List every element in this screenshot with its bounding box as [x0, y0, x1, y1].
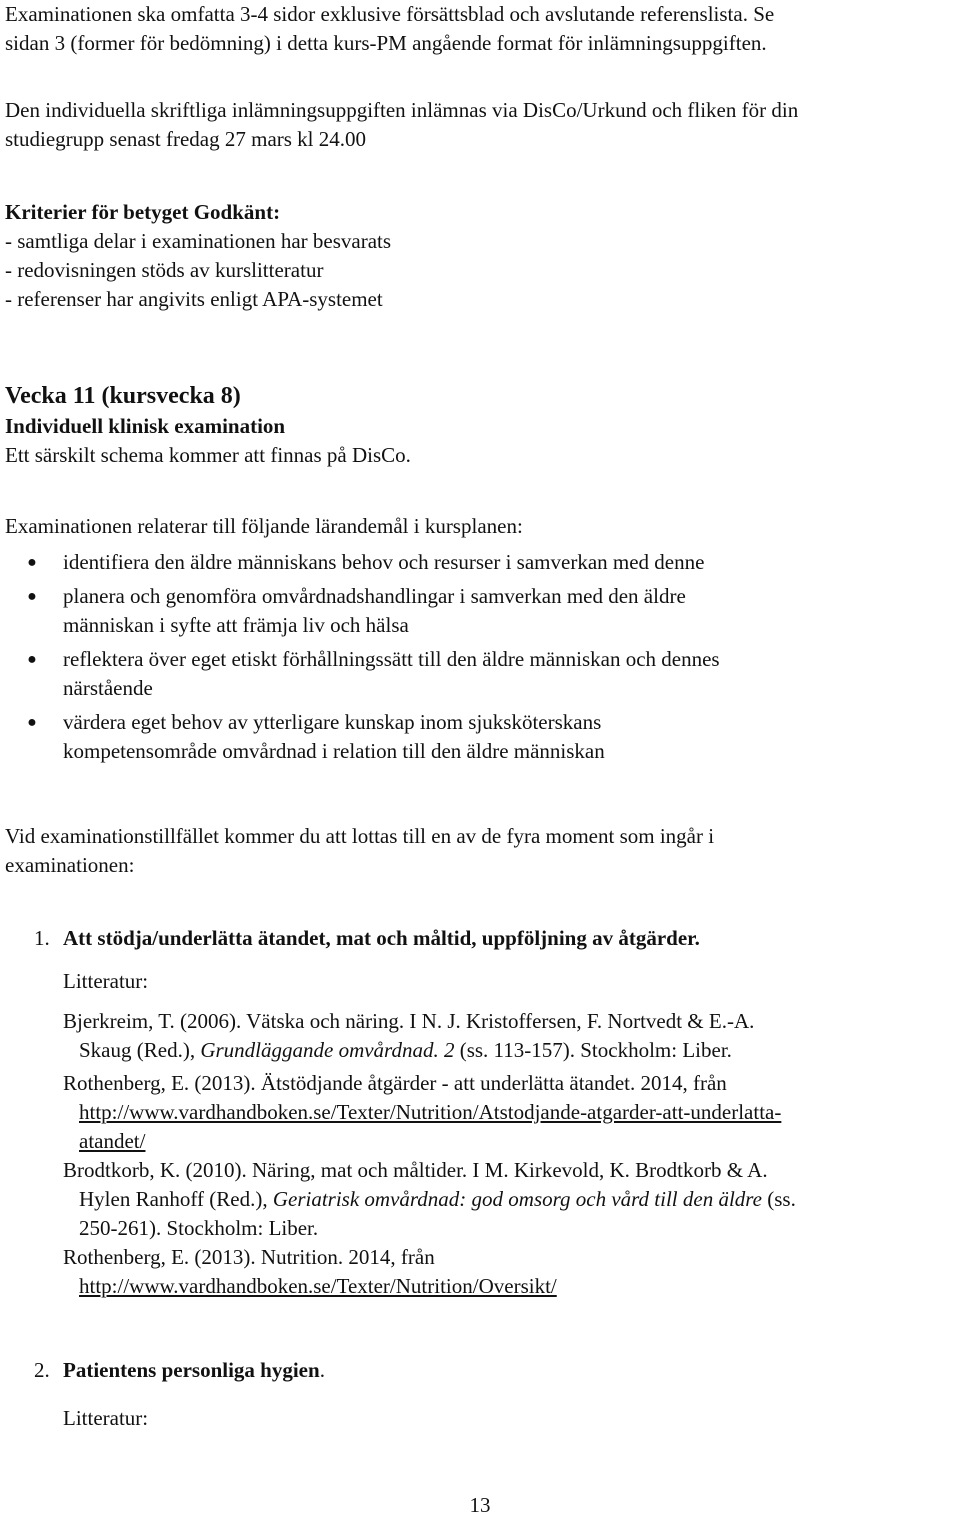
- goal-line: planera och genomföra omvårdnadshandlingar i samverkan med den äldre: [63, 584, 686, 608]
- moment-number: 2.: [34, 1358, 50, 1382]
- moment-title: Att stödja/underlätta ätandet, mat och måltid, uppföljning av åtgärder.: [63, 926, 700, 950]
- bullet-icon: ●: [27, 588, 37, 605]
- week-subtitle: Individuell klinisk examination: [5, 414, 286, 438]
- criteria-item: - samtliga delar i examinationen har besvarats: [5, 229, 392, 253]
- reference-rothenberg-1: [63, 1069, 960, 1156]
- lottery-paragraph: [5, 822, 955, 880]
- list-item: [22, 582, 952, 640]
- ref-title: Geriatrisk omvårdnad: god omsorg och vård till den äldre: [272, 1187, 763, 1211]
- week-note: Ett särskilt schema kommer att finnas på DisCo.: [5, 443, 411, 467]
- literature-label: Litteratur:: [63, 969, 149, 993]
- ref-text: Skaug (Red.),: [79, 1038, 201, 1062]
- intro-p1-line1: Examinationen ska omfatta 3-4 sidor exklusive försättsblad och avslutande referenslista. Se: [5, 2, 775, 26]
- ref-text: 250-261). Stockholm: Liber.: [79, 1216, 319, 1240]
- moment-title-period: .: [319, 1358, 325, 1382]
- goal-line: värdera eget behov av ytterligare kunskap inom sjuksköterskans: [63, 710, 602, 734]
- goals-intro: [5, 512, 955, 541]
- reference-link[interactable]: http://www.vardhandboken.se/Texter/Nutrition/Atstodjande-atgarder-att-underlatta-: [79, 1100, 782, 1124]
- week-title: Vecka 11 (kursvecka 8): [5, 383, 241, 409]
- goal-line: kompetensområde omvårdnad i relation till den äldre människan: [63, 739, 605, 763]
- intro-p2-line1: Den individuella skriftliga inlämningsuppgiften inlämnas via DisCo/Urkund och fliken för din: [5, 98, 799, 122]
- bullet-icon: ●: [27, 554, 37, 571]
- reference-link[interactable]: atandet/: [79, 1129, 146, 1153]
- goals-intro-text: Examinationen relaterar till följande lärandemål i kursplanen:: [5, 514, 523, 538]
- criteria-item: - redovisningen stöds av kurslitteratur: [5, 258, 324, 282]
- bullet-icon: ●: [27, 714, 37, 731]
- ref-text: (ss.: [762, 1187, 796, 1211]
- list-item: [22, 548, 952, 577]
- criteria-heading: Kriterier för betyget Godkänt:: [5, 200, 281, 224]
- goal-line: identifiera den äldre människans behov och resurser i samverkan med denne: [63, 550, 705, 574]
- goals-list: [22, 548, 952, 766]
- ref-title: Grundläggande omvårdnad. 2: [200, 1038, 455, 1062]
- intro-paragraph-1: [5, 0, 955, 58]
- reference-bjerkreim: [63, 1007, 960, 1065]
- intro-p1-line2: sidan 3 (former för bedömning) i detta kurs-PM angående format för inlämningsuppgiften.: [5, 31, 767, 55]
- bullet-icon: ●: [27, 651, 37, 668]
- literature-label: Litteratur:: [63, 1406, 149, 1430]
- ref-text: (ss. 113-157). Stockholm: Liber.: [454, 1038, 732, 1062]
- goal-line: människan i syfte att främja liv och hälsa: [63, 613, 409, 637]
- goal-line: närstående: [63, 676, 153, 700]
- ref-text: Rothenberg, E. (2013). Ätstödjande åtgärder - att underlätta ätandet. 2014, från: [63, 1071, 727, 1095]
- ref-text: Bjerkreim, T. (2006). Vätska och näring. I N. J. Kristoffersen, F. Nortvedt & E.-A.: [63, 1009, 755, 1033]
- ref-text: Rothenberg, E. (2013). Nutrition. 2014, från: [63, 1245, 435, 1269]
- reference-link[interactable]: http://www.vardhandboken.se/Texter/Nutrition/Oversikt/: [79, 1274, 557, 1298]
- reference-brodtkorb: [63, 1156, 960, 1243]
- page-number: 13: [469, 1493, 491, 1517]
- goal-line: reflektera över eget etiskt förhållningssätt till den äldre människan och dennes: [63, 647, 720, 671]
- moment-title: [63, 1356, 325, 1385]
- lottery-line1: Vid examinationstillfället kommer du att lottas till en av de fyra moment som ingår i: [5, 824, 715, 848]
- criteria-item: - referenser har angivits enligt APA-systemet: [5, 287, 383, 311]
- intro-p2-line2: studiegrupp senast fredag 27 mars kl 24.00: [5, 127, 367, 151]
- reference-rothenberg-2: [63, 1243, 960, 1301]
- intro-paragraph-2: [5, 96, 955, 154]
- moment-number: 1.: [34, 926, 50, 950]
- moment-title-text: Patientens personliga hygien: [63, 1358, 320, 1382]
- week-section: [5, 381, 955, 470]
- criteria-section: [5, 198, 955, 314]
- list-item: [22, 708, 952, 766]
- list-item: [22, 645, 952, 703]
- ref-text: Hylen Ranhoff (Red.),: [79, 1187, 273, 1211]
- ref-text: Brodtkorb, K. (2010). Näring, mat och måltider. I M. Kirkevold, K. Brodtkorb & A.: [63, 1158, 768, 1182]
- lottery-line2: examinationen:: [5, 853, 135, 877]
